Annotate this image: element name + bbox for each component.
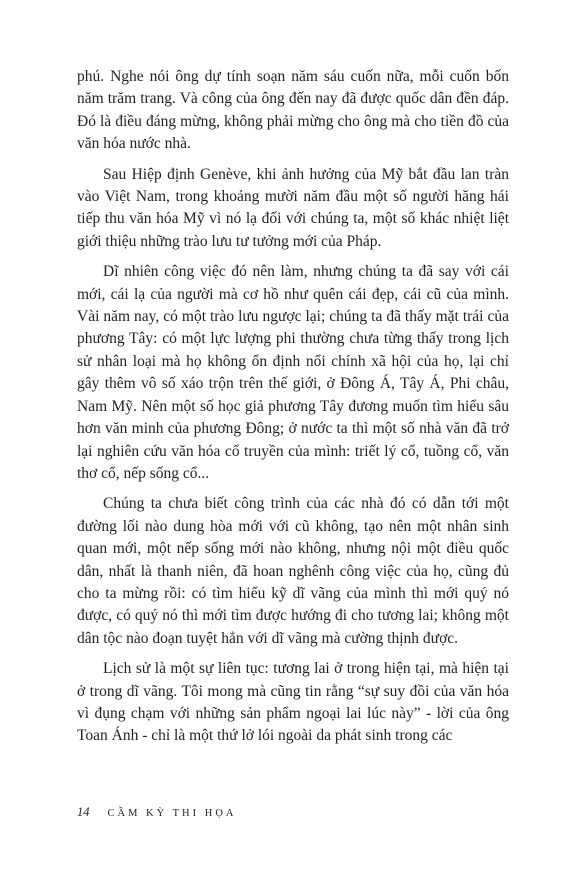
paragraph-2: Sau Hiệp định Genève, khi ảnh hưởng của Mỹ bắt đầu lan tràn vào Việt Nam, trong khoảng mười năm đầu một số người hăng hái tiếp thu văn hóa Mỹ vì nó lạ đối với chúng ta, một số khác nhiệt liệt giới thiệu những trào lưu tư tưởng mới của Pháp. — [77, 165, 509, 250]
paragraph-4: Chúng ta chưa biết công trình của các nhà đó có dẫn tới một đường lối nào dung hòa mới với cũ không, tạo nên một nhân sinh quan mới, một nếp sống mới nào không, nhưng nội một điều quốc dân, nhất là thanh niên, đã hoan nghênh công việc của họ, cũng đủ cho ta mừng rồi: có tìm hiểu kỹ dĩ vãng của mình thì mới quý nó được, có quý nó thì mới tìm được hướng đi cho tương lai; không một dân tộc nào đoạn tuyệt hẳn với dĩ vãng mà cường thịnh được. — [77, 495, 509, 647]
page-body — [77, 66, 509, 756]
page-number: 14 — [77, 805, 90, 819]
paragraph-5: Lịch sử là một sự liên tục: tương lai ở trong hiện tại, mà hiện tại ở trong dĩ vãng. Tôi mong mà cũng tin rằng “sự suy đồi của văn hóa vì đụng chạm với những sản phẩm ngoại lai lúc này” - lời của ông Toan Ánh - chỉ là một thứ lở lói ngoài da phát sinh trong các — [77, 660, 509, 745]
paragraph-3: Dĩ nhiên công việc đó nên làm, nhưng chúng ta đã say với cái mới, cái lạ của người mà cơ hồ như quên cái đẹp, cái cũ của mình. Vài năm nay, có một trào lưu ngược lại; chúng ta đã thấy mặt trái của phương Tây: có một lực lượng phi thường chưa từng thấy trong lịch sử nhân loại mà họ không ổn định nổi chính xã hội của họ, lại chỉ gây thêm vô số xáo trộn trên thế giới, ở Đông Á, Tây Á, Phi châu, Nam Mỹ. Nên một số học giả phương Tây đương muốn tìm hiểu sâu hơn văn minh của phương Đông; ở nước ta thì một số nhà văn đã trở lại nghiên cứu văn hóa cổ truyền của mình: triết lý cổ, tuồng cổ, văn thơ cổ, nếp sống cổ... — [77, 263, 509, 482]
paragraph-1: phú. Nghe nói ông dự tính soạn năm sáu cuốn nữa, mỗi cuốn bốn năm trăm trang. Và công của ông đến nay đã được quốc dân đền đáp. Đó là điều đáng mừng, không phải mừng cho ông mà cho tiền đồ của văn hóa nước nhà. — [77, 68, 509, 153]
running-title: CẦM KỲ THI HỌA — [107, 808, 237, 819]
page-footer — [77, 805, 237, 820]
